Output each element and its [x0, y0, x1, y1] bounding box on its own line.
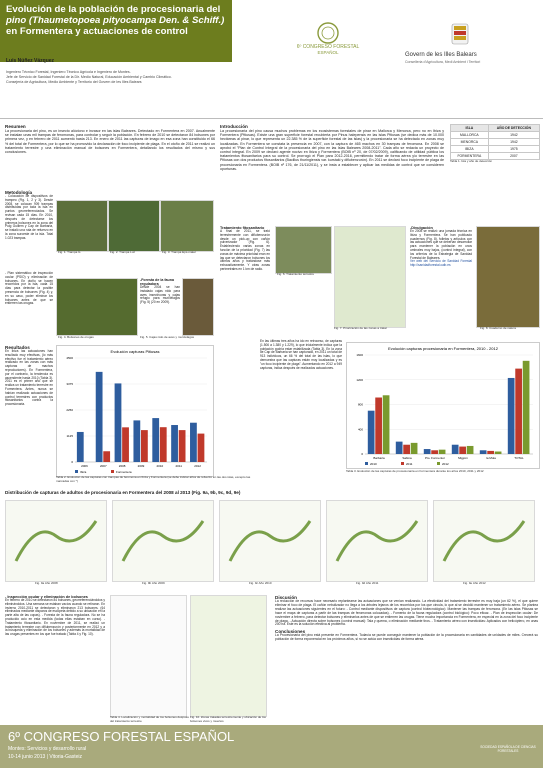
- chart-title: Evolución capturas procesionaria en Formentera, 2010 - 2012: [388, 346, 498, 351]
- photo-cajas-nido: [182, 278, 214, 336]
- photo-bolsones: [56, 278, 138, 336]
- photo-cuaderno: [476, 226, 540, 328]
- y-tick-label: 3375: [66, 382, 73, 386]
- affiliation-3: Consejería de Agricultura, Medio Ambiente y Territorio del Govern de les Illes Balears: [6, 80, 142, 84]
- maps-row: [5, 500, 538, 590]
- bar: [508, 378, 515, 454]
- x-tick-label: 2009: [137, 464, 145, 468]
- bar: [368, 411, 375, 454]
- bar: [160, 427, 167, 462]
- y-tick-label: 0: [361, 452, 363, 456]
- table1-cell: 1942: [488, 132, 539, 139]
- x-tick-label: 2006: [81, 464, 88, 468]
- map-2012: [433, 500, 535, 582]
- footer-dates: 10-14 junio 2013 | Vitoria-Gasteiz: [8, 754, 83, 760]
- table2-caption: Tabla 2. Evolución de las capturas con trampas de feromona en Ibiza y Formentera (se debe indicar años de refuerzo en las dos islas, excepto las marcadas con *): [56, 475, 251, 483]
- map-2010-island-icon: [220, 501, 320, 581]
- graph-text-section: [260, 340, 342, 370]
- foresta-heading: -Foresta de la fauna reguladora: [140, 278, 174, 286]
- discusion-section: [275, 595, 538, 642]
- y-tick-label: 0: [71, 460, 73, 464]
- divulgacion-section: [410, 226, 472, 268]
- map9d-caption: Fig. 9d Año 2011: [356, 581, 379, 585]
- bar: [122, 427, 129, 462]
- x-tick-label: Pto. Formentor: [424, 456, 446, 460]
- chart-pitiusas-svg: [57, 346, 213, 476]
- metodologia-text: - Colocación de dispositivos de trampeo (Fig. 1, 2 y 3). Desde 2008, se colocan 909 trampas distribuidas por toda la isla en puntos georreferenciados. Se revisan cada 15 días. En 2010, después de detectarse los primeros bolsones en la zona del Puig Guillem y Cap de Barbaria, se instaló una ruta de refuerzo en la zona suroeste de la isla. Total 1.023 trampas.: [5, 194, 53, 240]
- legend-swatch: [75, 470, 78, 473]
- affiliation-block: [6, 70, 246, 85]
- x-tick-label: la Mola: [486, 456, 496, 460]
- photo-tratamiento: [275, 226, 332, 274]
- poster-title-line2: pino (Thaumetopoea pityocampa Den. & Schiff.): [6, 15, 225, 26]
- photo-trampa-eps: [160, 200, 214, 252]
- footer-title: 6º CONGRESO FORESTAL ESPAÑOL: [8, 729, 235, 744]
- legend-label: Ibiza: [80, 470, 87, 474]
- bar: [179, 430, 186, 462]
- map9e-caption: Fig. 9e Año 2012: [463, 581, 486, 585]
- intro-text: La procesionaria del pino causa muchos problemas en los ecosistemas forestales de pinar en Mallorca y Menorca, pero no en Ibiza y Formentera (Pitiusas). Existe una gran superficie forestal recubierta por Pinus halepensis en las islas Pitiusas (se dedica más de 10.000 hectáreas al pinar, lo que representa un 22.385 % de la superficie forestal de las islas) y la procesionaria se ha detectado en zonas muy localizadas. En Formentera se constata la presencia en 2007, con la captura de 465 machos en 30 trampas de feromona. En 2008 se aprobó el "Plan de Control Integral de la procesionaria del pino en las Islas Baleares 2008-2011". Cada año se redacta un proyecto de control integral. En 2009 se declaró agente nocivo en Ibiza y Formentera (BOIB nº 20, de 07/02/2009), calificando de utilidad pública los tratamientos fitosanitarios para su control. Se prorrogó el Plan para 2012-2016, permitiendo tratar de forma aérea y/o terrestre en las Pitiusas con dos productos fitosanitarios (Bacillus thuringiensis var. kurstaki y diflubenzurón). En 2011 se declaró foco incipiente de plaga de procesionaria en Formentera. (BOIB nº 176, de 21/11/2011), y se insta a establecer y aplicar las medidas de control que se consideren oportunas.: [220, 129, 444, 171]
- x-tick-label: 2010: [156, 464, 164, 468]
- y-tick-label: 4500: [66, 356, 73, 360]
- foresta-text: Desde 2004 se han instalado cajas nido para aves insectívoras y cajas refugio para murciélagos (Fig. 5) (20 en 2009).: [140, 285, 180, 305]
- map-2011: [326, 500, 428, 582]
- poster-title-line1: Evolución de la población de procesionaria del: [6, 4, 221, 15]
- distrib-heading: [5, 490, 535, 495]
- table1-cell: IBIZA: [451, 146, 489, 153]
- poster-title-line3: en Formentera y actuaciones de control: [6, 26, 188, 37]
- congress-logo: [294, 22, 362, 60]
- bar: [523, 361, 530, 454]
- divulgacion-text: En 2008 se realizó una jornada técnica en Ibiza y Formentera. Se han publicado cuadernos (Fig. 8), folletos y artículos con las actuaciones que se deberían desarrollar para mantener la población en unos umbrales muy bajos, (control integral), con los criterios de la Estrategia de Sanidad Forestal de Baleares.: [410, 229, 472, 260]
- fig8-caption: Fig. 8. Cuaderno de natura: [480, 326, 516, 330]
- map-2008: [5, 500, 107, 582]
- header-divider: [0, 118, 543, 119]
- congress-logo-line1: 6º CONGRESO FORESTAL: [296, 44, 360, 50]
- legend-label: Formentera: [116, 470, 132, 474]
- table1-header-ano: AÑO DE DETECCIÓN: [488, 125, 539, 132]
- resumen-heading: Resumen: [5, 124, 26, 129]
- y-tick-label: 1200: [356, 377, 363, 382]
- fig7-caption: Fig. 7. Priorización de las zonas a tratar: [334, 326, 387, 330]
- legend-label: 2012: [442, 462, 449, 466]
- inspeccion-heading: - Inspección ocular y eliminación de bolsones: [5, 595, 88, 599]
- metodologia-heading: Metodología: [5, 190, 33, 195]
- table1-cell: 1975: [488, 146, 539, 153]
- table4-image: [110, 595, 187, 717]
- intro-section: [220, 124, 444, 171]
- bar: [77, 432, 84, 462]
- footer-org: SOCIEDAD ESPAÑOLA DE CIENCIAS FORESTALES: [480, 745, 536, 753]
- gov-dept: Conselleria d'Agricultura, Medi Ambient i Territori: [405, 60, 481, 64]
- conclusiones-text: La Procesionaria del pino está presente en Formentera. Todavía se puede conseguir mantener la población de la procesionaria en cantidades de unidades de miles. Crecerá su población de forma exponencial en los próximos años, si no se actúa con insecticidas de forma aérea.: [275, 633, 538, 642]
- discusion-heading: Discusión: [275, 595, 297, 600]
- gov-shield-icon: [440, 22, 480, 50]
- distrib-title: Distribución de capturas de adultos de procesionaria en Formentera del 2008 al 2013 (Fig. 9a, 9b, 9c, 9d, 9e): [5, 490, 241, 495]
- bar: [515, 369, 522, 454]
- map-2011-island-icon: [327, 501, 427, 581]
- footer-subtitle: Montes: Servicios y desarrollo rural: [8, 746, 87, 752]
- map-2012-island-icon: [434, 501, 534, 581]
- table3-caption: Tabla 3. Evolución de las capturas de procesionaria en Formentera durante los años 2010, 2011 y 2012: [346, 469, 484, 473]
- bar: [103, 451, 110, 462]
- bar: [152, 418, 159, 462]
- tratamiento-text: A final de 2011, se trató terrestremente con diflubenzurón desde un pick-up con cañón pulverizador (Fig. 6). Estableciendo varias zonas en función de la prioridad (Fig. 7) las zonas de máxima prioridad eran en las que se detectaron bolsones los últimos años y tratándose más exhaustivamente. Y otras zonas perimetrales en 1 km de radio.: [220, 229, 270, 271]
- table1-cell: MALLORCA: [451, 132, 489, 139]
- metodologia-section: [5, 190, 53, 241]
- resumen-text: La procesionaria del pino, es un insecto alóctono e invasor en las islas Baleares. Detectado en Formentera en 2007. Anualmente se instalan unas mil trampas de feromonas, para controlar y seguir la población. En febrero de 2010 se detectaron 84 bolsones por primera vez, y en febrero de 2011 aumentó hasta 213. En enero de 2011 las capturas de imago en esa zona han constituido el 66 % del total de Formentera, por lo que se ha promovido la declaración de foco incipiente de plaga. En el otoño de 2011 se realizó un tratamiento terrestre y una eliminación manual de bolsones en Formentera, detallando los resultados del mismo y sus conclusiones.: [5, 129, 215, 155]
- title-band: [0, 0, 232, 62]
- bar: [171, 425, 178, 462]
- foresta-section: [140, 278, 180, 305]
- bar: [396, 442, 403, 454]
- bar: [383, 395, 390, 454]
- table-row: [451, 139, 540, 146]
- x-tick-label: 2008: [118, 464, 126, 468]
- table-row: [451, 146, 540, 153]
- map9b-caption: Fig. 9b Año 2009: [142, 581, 165, 585]
- bar: [480, 450, 487, 454]
- fig3-caption: Fig. 3. Trampa Eps-mater: [162, 250, 197, 254]
- chart-formentera-svg: [347, 343, 539, 468]
- bar: [141, 430, 148, 462]
- table-row: [451, 132, 540, 139]
- bar: [115, 383, 122, 462]
- bar: [375, 398, 382, 454]
- table1-cell: MENORCA: [451, 139, 489, 146]
- table1-cell: 1942: [488, 139, 539, 146]
- map-2010: [219, 500, 321, 582]
- discusion-text: La reducción de recursos hace necesario replantearse las actuaciones que se venían realizando. La efectividad del tratamiento terrestre es muy baja (un 62 %), el que quiere eliminar el foco de plaga. El cañón nebulizador no llega a los árboles lejanos de los recorridos por los que circula, lo que al se decidió mantener un tratamiento aéreo. Se plantea realizar las actuaciones siguientes en el futuro: - Control mediante dispositivos de captura (control biotecnológico): Mantener las trampas de feromona. (En las islas Pitiusas se hace el mapa de capturas a partir de las trampas de feromonas colocadas). - Fomento de la fauna reguladora (control biológico): Poco eficaz. - Plan de inspección ocular: De noviembre a febrero, para detectar bolsones y eliminarlos antes de que se entierren las orugas. Tiene mucha importancia en Formentera, en especial en la zona del foco incipiente de plaga. - Actuación directa sobre bolsones (control manual): Tala y quema, o eliminación mediante tiros. - Tratamiento aéreo con insecticidas: Aplicados con helicóptero, en unas 200 ha. Este es la solución efectiva al problema.: [275, 599, 538, 627]
- y-tick-label: 800: [357, 402, 363, 407]
- congress-logo-line2: ESPAÑOL: [317, 50, 339, 55]
- x-tick-label: 2007: [99, 464, 107, 468]
- gov-logo: [440, 22, 480, 50]
- y-tick-label: 1125: [66, 434, 73, 438]
- x-tick-label: Barbaria: [373, 456, 385, 460]
- bar: [96, 372, 103, 462]
- conclusiones-heading: Conclusiones: [275, 629, 306, 635]
- map-priorizacion: [334, 226, 406, 328]
- bar: [190, 423, 197, 462]
- gov-name: Govern de les Illes Balears: [405, 52, 477, 58]
- bar: [403, 445, 410, 454]
- x-tick-label: 2011: [175, 464, 182, 468]
- tratamiento-section: [220, 226, 270, 272]
- bar: [133, 420, 140, 462]
- affiliation-1: Ingeniero Técnico Forestal, Ingeniero Técnico Agrícola e Ingeniero de Montes.: [6, 70, 131, 74]
- fig5-caption: Fig. 5. Cajas nido de aves y murciélagos: [140, 335, 195, 339]
- fig2-caption: Fig. 2. Trampa Luz: [110, 250, 136, 254]
- fig6-caption: Fig. 6. Tratamiento terrestre: [277, 272, 315, 276]
- y-tick-label: 2250: [66, 408, 73, 412]
- photo-trampa-g: [56, 200, 108, 252]
- intro-heading: Introducción: [220, 124, 248, 129]
- table1-header-isla: ISLA: [451, 125, 489, 132]
- resultados-heading: Resultados: [5, 345, 30, 350]
- table1-cell: FORMENTERA: [451, 153, 489, 160]
- resultados-text: En Ibiza las actuaciones han resultado muy efectivas, (lo más efectivo fue el tratamiento aéreo realizado en las zonas con más capturas de machos reproductores). En Formentera, por el contrario, la tendencia es ascendente hasta 2010 (Tabla 3). 2011 es el primer año que se realiza un tratamiento terrestre en Formentera. Antes, nunca se habían realizado actuaciones de control terrestres con productos fitosanitarios contra la procesionaria.: [5, 349, 53, 407]
- bar: [431, 450, 438, 454]
- fig10-caption: Fig. 10. Zonas tratadas terrestremente y ubicación de los bolsones vivos y muertos: [190, 715, 266, 723]
- legend-swatch: [111, 470, 114, 473]
- y-tick-label: 1600: [356, 353, 363, 357]
- footer: [0, 725, 543, 768]
- map9a-caption: Fig. 9a Año 2008: [35, 581, 58, 585]
- legend-label: 2010: [370, 462, 377, 466]
- table1-caption: Tabla 1. Isla y año de detección: [450, 159, 493, 163]
- bar: [439, 450, 446, 454]
- fig4-caption: Fig. 4. Bolsones de orugas: [58, 335, 94, 339]
- bar: [487, 451, 494, 454]
- bar: [459, 447, 466, 454]
- bar: [467, 446, 474, 454]
- table4-caption: Tabla 4. Localización y mortalidad de los bolsones después del tratamiento terrestre: [110, 715, 189, 723]
- y-tick-label: 400: [357, 427, 363, 432]
- legend-swatch: [365, 462, 368, 465]
- divulgacion-link[interactable]: Ver web del Servicio de Sanidad Forestal http://sanidadforestal.caib.es: [410, 259, 472, 268]
- tratamiento-heading: Tratamiento fitosanitario: [220, 226, 265, 230]
- chart-pitiusas: [56, 345, 214, 477]
- map9c-caption: Fig. 9c Año 2010: [249, 581, 272, 585]
- bar: [424, 449, 431, 454]
- map-fig10: [190, 595, 267, 717]
- affiliation-2: Jefe de Servicio de Sanidad Forestal de la Dir. Medio Natural, Educación Ambiental y Cambio Climático.: [6, 75, 172, 79]
- fig1-caption: Fig. 1. Trampa G: [58, 250, 81, 254]
- x-tick-label: Migjorn: [458, 456, 468, 460]
- photo-trampa-luz: [108, 200, 160, 252]
- map-2009-island-icon: [113, 501, 213, 581]
- chart-title: Evolución capturas Pitiusas: [110, 349, 160, 354]
- legend-swatch: [437, 462, 440, 465]
- bar: [495, 452, 502, 454]
- resultados-section: [5, 345, 53, 407]
- legend-swatch: [401, 462, 404, 465]
- bar: [198, 434, 205, 462]
- inspeccion-text: En febrero de 2010 se detectaron 84 bolsones, georreferenciándolos y eliminándolos. Una semana se estaban vacíos cuando se retiraron. En invierno 2010-2011 se detectaron y eliminaron 213 bolsones. (64 eliminados mediante disparos de escopeta debido a su ubicación en la parte alta de las copas). - Foresta de la fauna reguladora. No se ha producido ocio en esta medida (todas ellas estaban en curso). - Tratamiento fitosanitario. En noviembre de 2011, se realizó un tratamiento terrestre con diflubenzurón y posteriormente en 2012 y a la búsqueda y eliminación de los bolsones y además la mortalidad de las orugas presentes en los que fue tratado (Tabla 4 y Fig. 10).: [5, 598, 105, 637]
- x-tick-label: TOTAL: [514, 456, 524, 460]
- inspeccion-section: [5, 595, 105, 637]
- legend-label: 2011: [406, 462, 413, 466]
- poster-header: [0, 0, 543, 72]
- plan-section: [5, 272, 53, 306]
- map-2009: [112, 500, 214, 582]
- bar: [452, 445, 459, 454]
- plan-text: - Plan sistemático de inspección ocular (PSIO) y eliminación de bolsones. En otoño se hacen recorridos por la isla, cada 15 días para detectar la posible presencia de bolsones (Fig. 4) y, en su caso, poder eliminar los bolsones antes de que se entierren las orugas.: [5, 271, 53, 306]
- bar: [411, 443, 418, 454]
- x-tick-label: 2012: [194, 464, 201, 468]
- table1-grid: [450, 124, 540, 160]
- chart-formentera: [346, 342, 540, 469]
- divulgacion-heading: -Divulgación: [410, 226, 433, 230]
- table1-cell: 2007: [488, 153, 539, 160]
- table1: [450, 124, 540, 164]
- graph-text: En las últimas tres años ha ido en retroceso, de capturas (1.506 a 1.380 y 1.229), lo que inicialmente indica que la población podría estar estabilizada (Tabla 3). En la zona de Cap de Barbaria se han capturado, en 2011 un total de 913 individuos, un 66 % del total de las islas, lo que demuestra que las capturas están muy localizadas y es "un foco incipiente de plaga". Aumentando en 2012 a 949 capturas, indica después de realizados actuaciones.: [260, 339, 342, 370]
- map-2008-island-icon: [6, 501, 106, 581]
- resumen-section: [5, 124, 215, 154]
- author-name: Luis Núñez Vázquez: [6, 58, 55, 64]
- x-tick-label: Sabina: [402, 456, 412, 460]
